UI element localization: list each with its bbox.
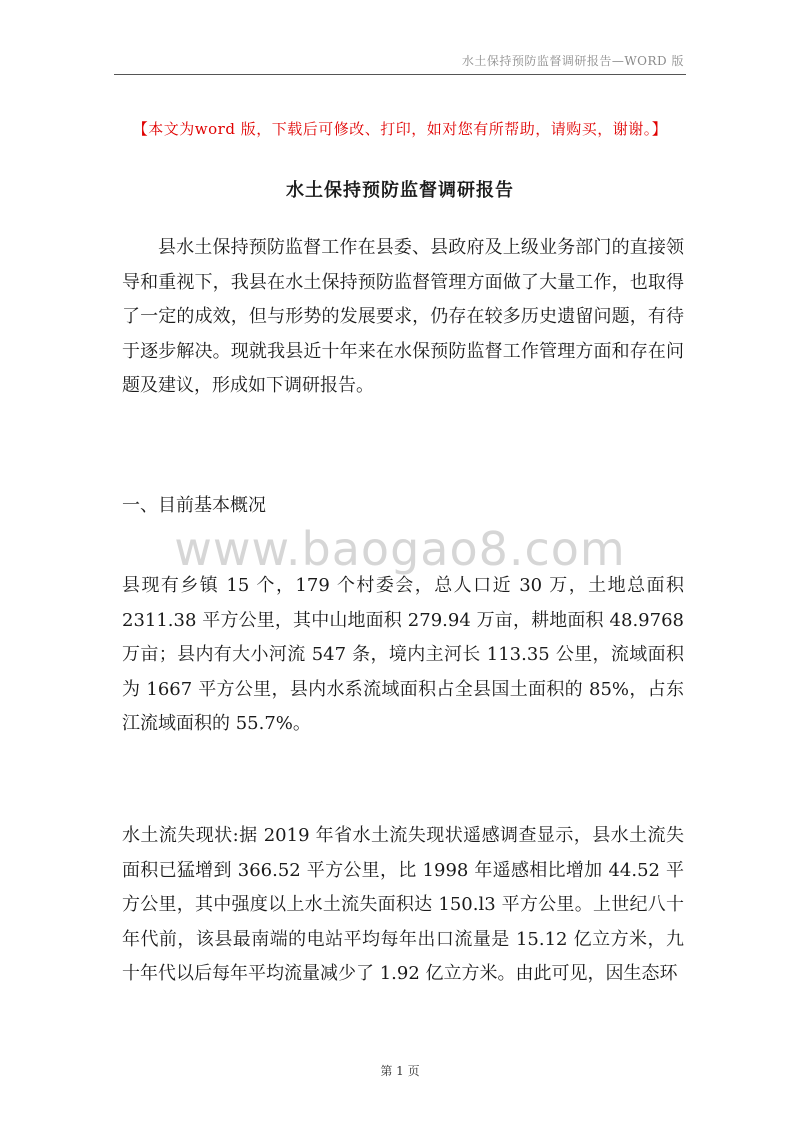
site-watermark: www.baogao8.com bbox=[174, 522, 626, 576]
statistics-paragraph: 县现有乡镇 15 个，179 个村委会，总人口近 30 万，土地总面积 2311.38 平方公里，其中山地面积 279.94 万亩，耕地面积 48.9768 万亩；县内有大小河流 547 条，境内主河长 113.35 公里，流域面积为 1667 平方公里，县内水系流域面积占全县国土面积的 85%，占东江流域面积的 55.7%。 bbox=[122, 575, 684, 734]
section-heading-overview: 一、目前基本概况 bbox=[122, 495, 266, 516]
intro-paragraph: 县水土保持预防监督工作在县委、县政府及上级业务部门的直接领导和重视下，我县在水土保持预防监督管理方面做了大量工作，也取得了一定的成效，但与形势的发展要求，仍存在较多历史遗留问题，有待于逐步解决。现就我县近十年来在水保预防监督工作管理方面和存在问题及建议，形成如下调研报告。 bbox=[122, 237, 684, 396]
running-header: 水土保持预防监督调研报告—WORD 版 bbox=[461, 54, 684, 68]
header-divider bbox=[114, 74, 686, 75]
page-number: 第 1 页 bbox=[380, 1064, 420, 1078]
document-title: 水土保持预防监督调研报告 bbox=[286, 180, 514, 201]
soil-loss-paragraph: 水土流失现状:据 2019 年省水土流失现状遥感调查显示，县水土流失面积已猛增到 366.52 平方公里，比 1998 年遥感相比增加 44.52 平方公里，其中强度以上水土流失面积达 150.l3 平方公里。上世纪八十年代前，该县最南端的电站平均每年出口流量是 15.12 亿立方米，九十年代以后每年平均流量减少了 1.92 亿立方米。由此可见，因生态环 bbox=[122, 825, 684, 984]
purchase-notice: 【本文为word 版，下载后可修改、打印，如对您有所帮助，请购买，谢谢。】 bbox=[132, 120, 668, 138]
